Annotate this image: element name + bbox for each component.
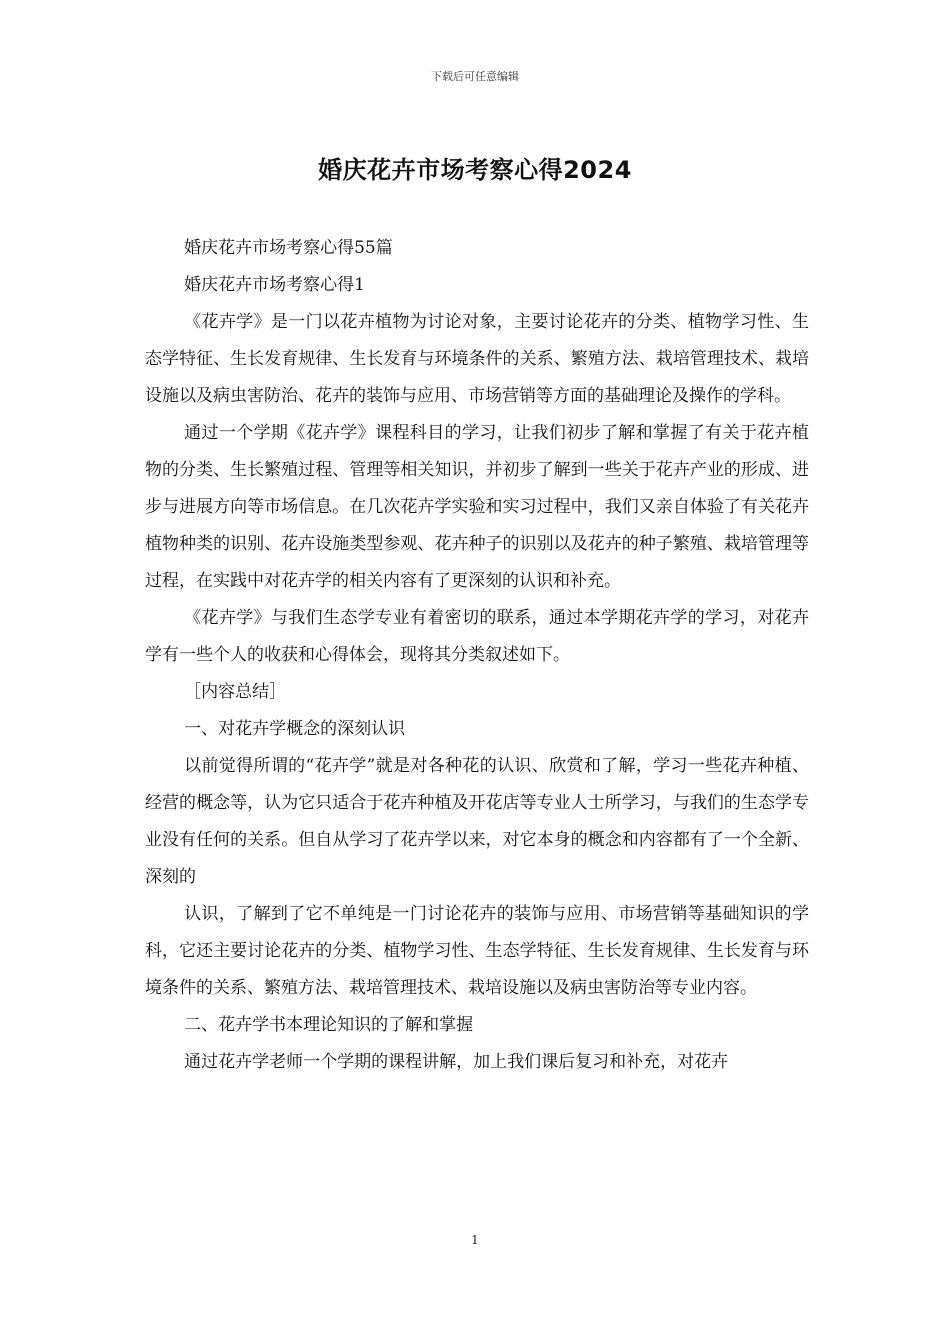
paragraph: 通过花卉学老师一个学期的课程讲解，加上我们课后复习和补充，对花卉 <box>184 1052 729 1072</box>
document-body <box>145 230 809 1081</box>
paragraph: 通过一个学期《花卉学》课程科目的学习，让我们初步了解和掌握了有关于花卉植物的分类、生长繁殖过程、管理等相关知识，并初步了解到一些关于花卉产业的形成、进步与进展方向等市场信息。在几次花卉学实验和实习过程中，我们又亲自体验了有关花卉植物种类的识别、花卉设施类型参观、花卉种子的识别以及花卉的种子繁殖、栽培管理等过程，在实践中对花卉学的相关内容有了更深刻的认识和补充。 <box>145 423 809 591</box>
paragraph: 《花卉学》是一门以花卉植物为讨论对象，主要讨论花卉的分类、植物学习性、生态学特征、生长发育规律、生长发育与环境条件的关系、繁殖方法、栽培管理技术、栽培设施以及病虫害防治、花卉的装饰与应用、市场营销等方面的基础理论及操作的学科。 <box>145 312 809 406</box>
section-heading: 一、对花卉学概念的深刻认识 <box>184 719 406 739</box>
paragraph: 《花卉学》与我们生态学专业有着密切的联系，通过本学期花卉学的学习，对花卉学有一些个人的收获和心得体会，现将其分类叙述如下。 <box>145 608 809 665</box>
header-note: 下载后可任意编辑 <box>431 70 519 83</box>
page-number: 1 <box>471 1233 479 1247</box>
document-title: 婚庆花卉市场考察心得2024 <box>318 156 632 184</box>
paragraph: 认识，了解到了它不单纯是一门讨论花卉的装饰与应用、市场营销等基础知识的学科，它还主要讨论花卉的分类、植物学习性、生态学特征、生长发育规律、生长发育与环境条件的关系、繁殖方法、栽培管理技术、栽培设施以及病虫害防治等专业内容。 <box>145 904 809 998</box>
section-heading: 二、花卉学书本理论知识的了解和掌握 <box>184 1015 474 1035</box>
paragraph: 以前觉得所谓的“花卉学”就是对各种花的认识、欣赏和了解，学习一些花卉种植、经营的概念等，认为它只适合于花卉种植及开花店等专业人士所学习，与我们的生态学专业没有任何的关系。但自从学习了花卉学以来，对它本身的概念和内容都有了一个全新、深刻的 <box>145 756 809 887</box>
paragraph-series-title: 婚庆花卉市场考察心得55篇 <box>184 238 393 258</box>
paragraph-subtitle: 婚庆花卉市场考察心得1 <box>184 275 365 295</box>
section-label: ［内容总结］ <box>184 682 287 702</box>
